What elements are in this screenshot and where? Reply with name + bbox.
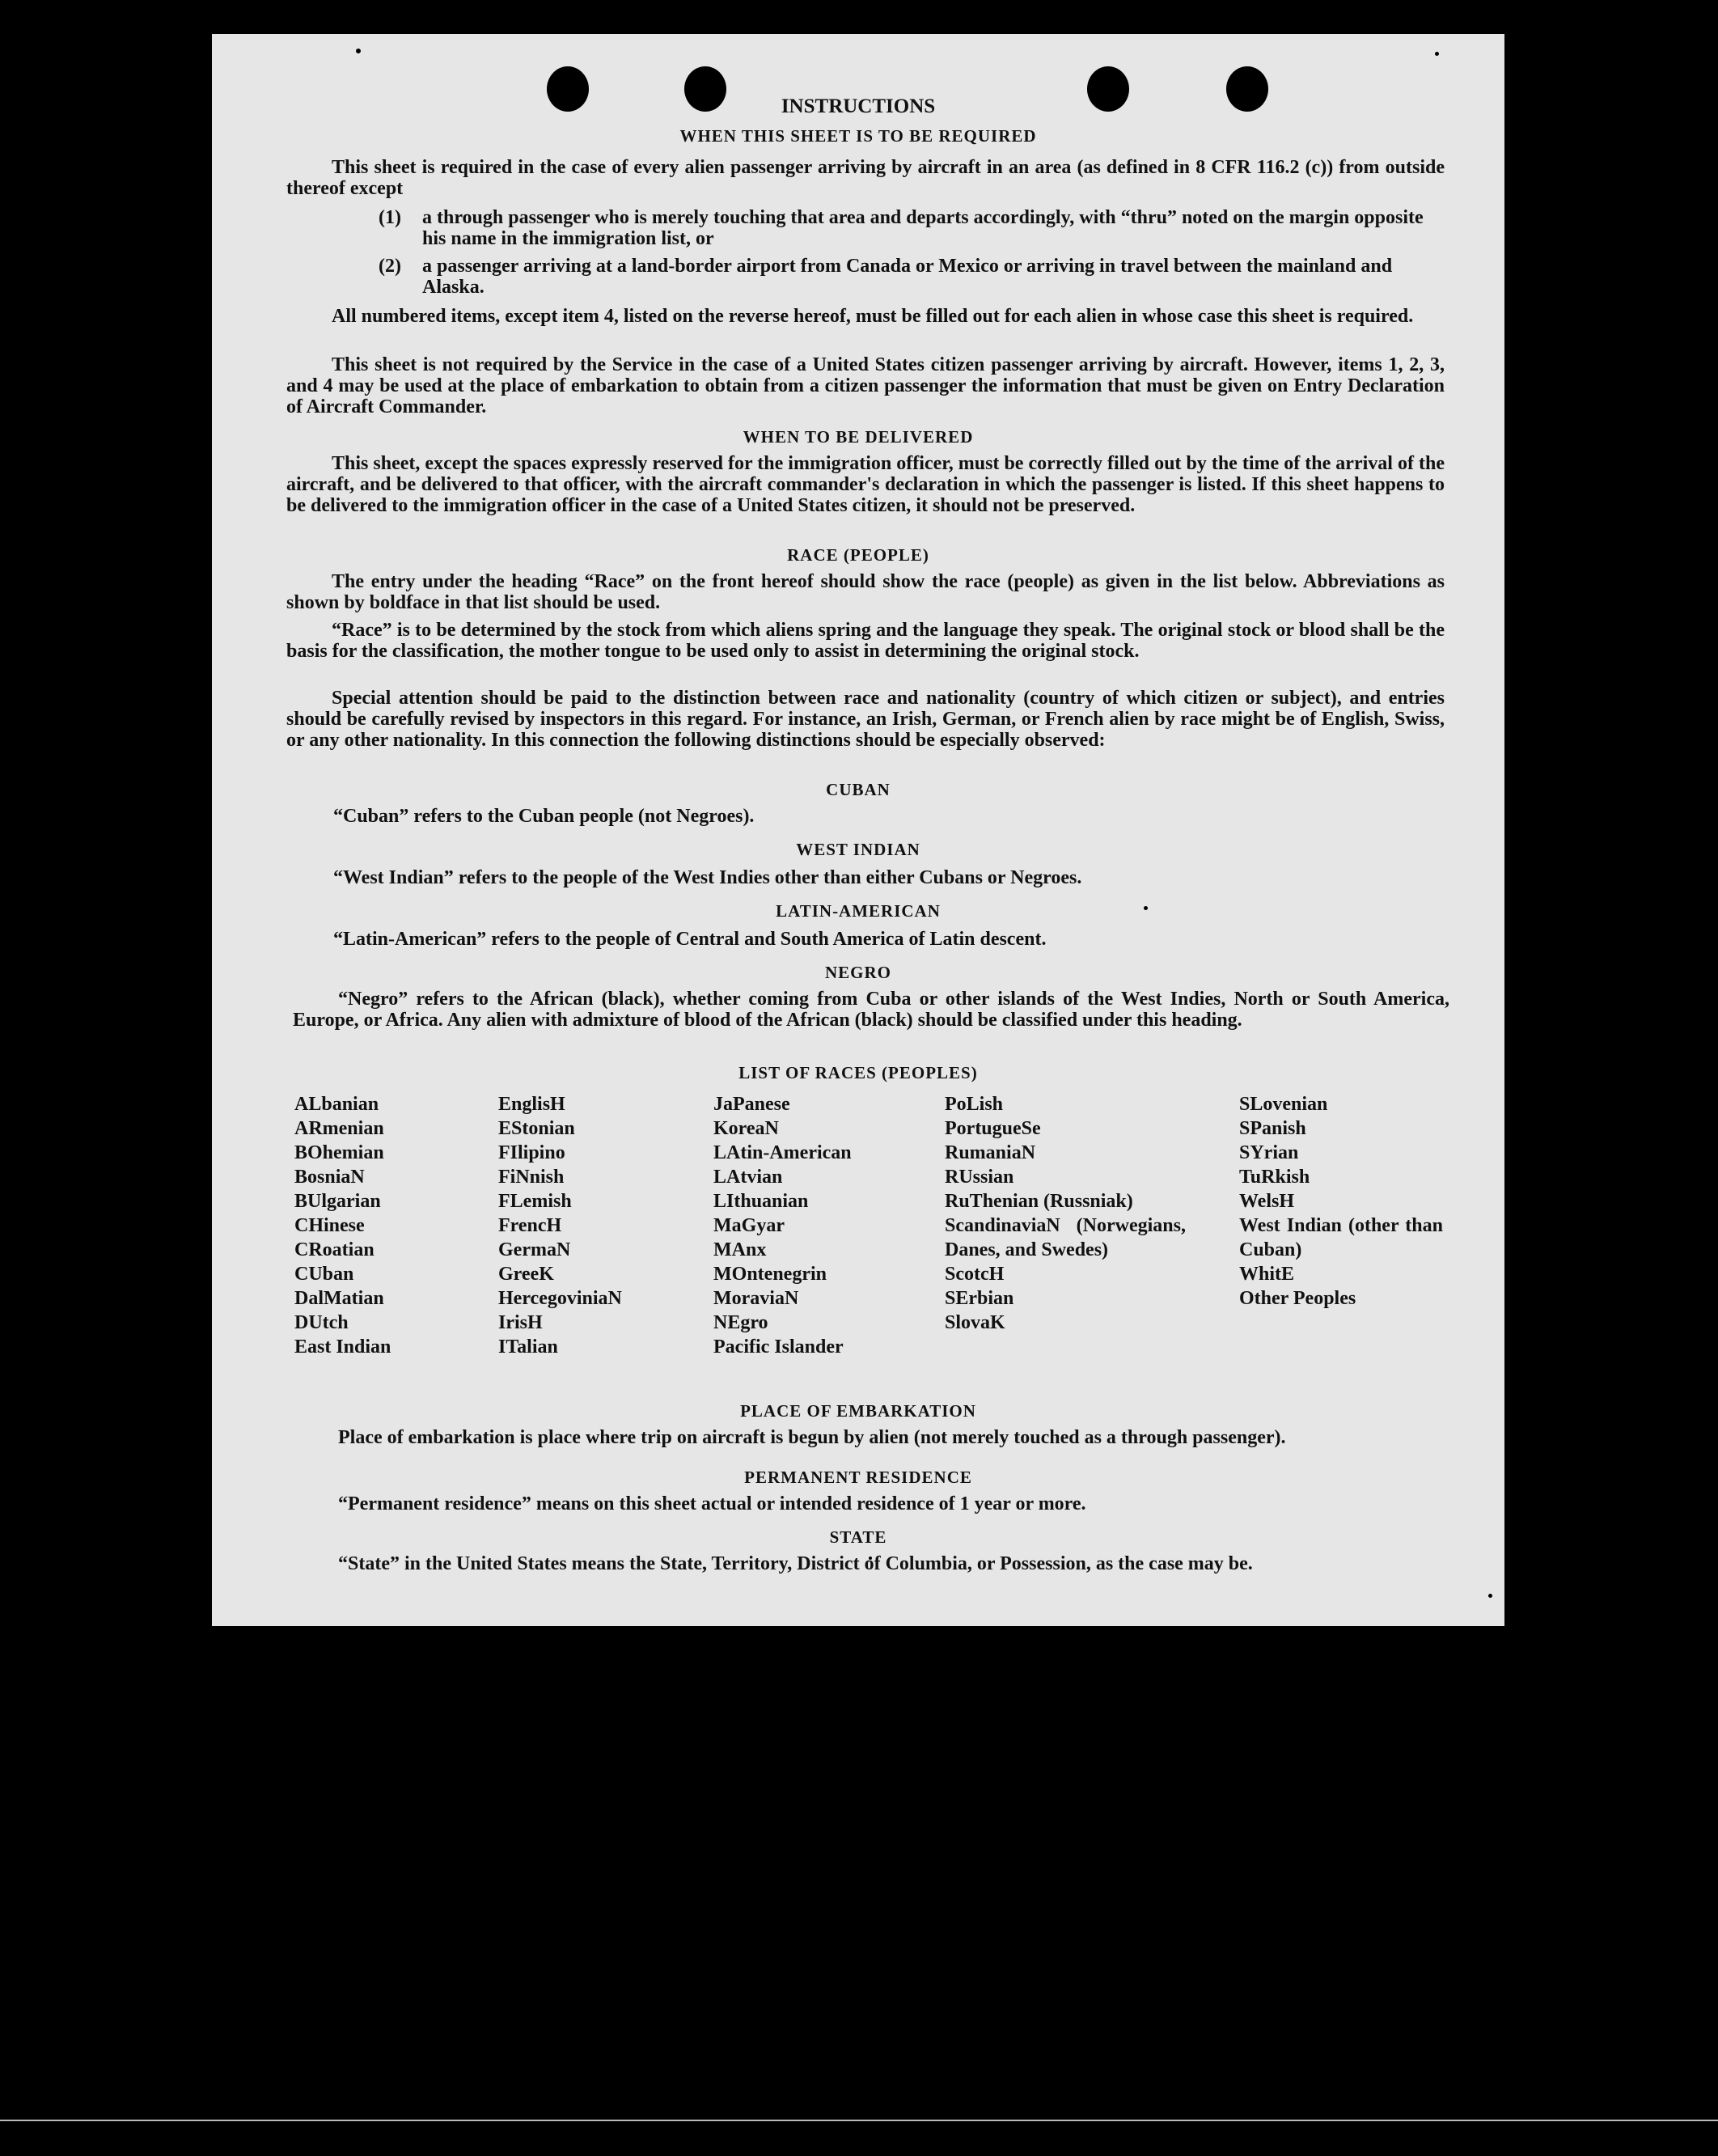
paragraph-race-nationality: Special attention should be paid to the distinction between race and nationality (country of which citizen or subject), and entries should be carefully revised by inspectors in this regard. For instance, an Irish, German, or French alien by race might be of English, Swiss, or any other nationality. In this connection the following distinctions should be especially observed: — [286, 688, 1445, 751]
paragraph-state: “State” in the United States means the State, Territory, District of Columbia, or Possession, as the case may be. — [338, 1553, 1253, 1574]
race-entry: GreeK — [498, 1264, 554, 1285]
race-entry: TuRkish — [1239, 1167, 1310, 1188]
race-entry: EStonian — [498, 1118, 575, 1139]
paragraph-race-stock: “Race” is to be determined by the stock from which aliens spring and the language they speak. The original stock or blood shall be the basis for the classification, the mother tongue to be used only to assist in determining the original stock. — [286, 620, 1445, 662]
speck — [1435, 52, 1439, 56]
race-entry: FrencH — [498, 1215, 562, 1236]
race-entry: WhitE — [1239, 1264, 1295, 1285]
races-column-3 — [713, 1092, 932, 1359]
paragraph-numbered-items: All numbered items, except item 4, listed on the reverse hereof, must be filled out for each alien in whose case this sheet is required. — [332, 306, 1414, 327]
race-entry: LAtin-American — [713, 1142, 852, 1163]
race-entry: PoLish — [945, 1094, 1004, 1115]
race-entry: PortugueSe — [945, 1118, 1041, 1139]
race-entry: East Indian — [294, 1336, 391, 1358]
race-entry: ScotcH — [945, 1264, 1005, 1285]
paragraph-permanent-residence: “Permanent residence” means on this sheet actual or intended residence of 1 year or more. — [338, 1493, 1086, 1514]
race-entry: IrisH — [498, 1312, 543, 1333]
paragraph-when-required-intro: This sheet is required in the case of every alien passenger arriving by aircraft in an area (as defined in 8 CFR 116.2 (c)) from outside thereof except — [286, 157, 1445, 199]
item-number: (2) — [379, 256, 401, 277]
race-entry: WelsH — [1239, 1191, 1295, 1212]
heading-negro: NEGRO — [824, 963, 891, 982]
race-entry: FLemish — [498, 1191, 572, 1212]
heading-when-required: WHEN THIS SHEET IS TO BE REQUIRED — [679, 126, 1037, 146]
race-entry: EnglisH — [498, 1094, 565, 1115]
race-entry: BosniaN — [294, 1167, 365, 1188]
race-entry: SlovaK — [945, 1312, 1005, 1333]
paragraph-negro: “Negro” refers to the African (black), whether coming from Cuba or other islands of the West Indies, North or South America, Europe, or Africa. Any alien with admixture of blood of the African (black) should be classified under this heading. — [293, 989, 1449, 1031]
race-entry: GermaN — [498, 1239, 571, 1260]
race-entry: SErbian — [945, 1288, 1014, 1309]
item-number: (1) — [379, 207, 401, 228]
race-entry: ALbanian — [294, 1094, 379, 1115]
race-entry: BUlgarian — [294, 1191, 381, 1212]
races-column-5 — [1239, 1092, 1443, 1311]
race-entry: NEgro — [713, 1312, 768, 1333]
race-entry: BOhemian — [294, 1142, 384, 1163]
exception-item-2 — [379, 256, 1445, 298]
race-entry: RUssian — [945, 1167, 1014, 1188]
races-column-4 — [945, 1092, 1186, 1335]
race-entry: KoreaN — [713, 1118, 779, 1139]
heading-cuban: CUBAN — [826, 780, 891, 799]
item-text: a passenger arriving at a land-border airport from Canada or Mexico or arriving in travel between the mainland and Alaska. — [422, 256, 1393, 298]
heading-when-delivered: WHEN TO BE DELIVERED — [743, 427, 974, 447]
paragraph-race-entry: The entry under the heading “Race” on the front hereof should show the race (people) as given in the list below. Abbreviations as shown by boldface in that list should be used. — [286, 571, 1445, 613]
heading-race: RACE (PEOPLE) — [787, 545, 929, 565]
paragraph-citizen-passenger: This sheet is not required by the Service in the case of a United States citizen passenger arriving by aircraft. However, items 1, 2, 3, and 4 may be used at the place of embarkation to obtain from a citizen passenger the information that must be given on Entry Declaration of Aircraft Commander. — [286, 354, 1445, 417]
race-entry: MoraviaN — [713, 1288, 799, 1309]
race-entry: CRoatian — [294, 1239, 374, 1260]
speck — [1488, 1594, 1492, 1598]
races-column-1 — [294, 1092, 489, 1359]
document-title: INSTRUCTIONS — [781, 95, 936, 117]
race-entry: FIlipino — [498, 1142, 565, 1163]
race-entry: MaGyar — [713, 1215, 785, 1236]
heading-permanent-residence: PERMANENT RESIDENCE — [744, 1468, 972, 1487]
race-entry: DUtch — [294, 1312, 349, 1333]
heading-list-of-races: LIST OF RACES (PEOPLES) — [738, 1063, 978, 1082]
race-entry: FiNnish — [498, 1167, 565, 1188]
race-entry: DalMatian — [294, 1288, 384, 1309]
scan-line — [0, 2120, 1718, 2121]
race-entry: LIthuanian — [713, 1191, 809, 1212]
race-entry: SLovenian — [1239, 1094, 1328, 1115]
paragraph-west-indian: “West Indian” refers to the people of the West Indies other than either Cubans or Negroes. — [333, 867, 1082, 888]
race-entry: MAnx — [713, 1239, 767, 1260]
speck — [356, 49, 361, 53]
race-entry: ScandinaviaN (Norwegians, Danes, and Swedes) — [945, 1215, 1186, 1260]
races-column-2 — [498, 1092, 700, 1359]
race-entry: HercegoviniaN — [498, 1288, 622, 1309]
race-entry: Pacific Islander — [713, 1336, 844, 1358]
item-text: a through passenger who is merely touching that area and departs accordingly, with “thru” noted on the margin opposite his name in the immigration list, or — [422, 207, 1424, 249]
paragraph-cuban: “Cuban” refers to the Cuban people (not Negroes). — [333, 806, 755, 827]
paragraph-embarkation: Place of embarkation is place where trip on aircraft is begun by alien (not merely touched as a through passenger). — [338, 1427, 1286, 1448]
race-entry: SPanish — [1239, 1118, 1306, 1139]
race-entry: West Indian (other than Cuban) — [1239, 1215, 1443, 1260]
race-entry: CHinese — [294, 1215, 365, 1236]
race-entry: SYrian — [1239, 1142, 1299, 1163]
race-entry: RuThenian (Russniak) — [945, 1191, 1133, 1212]
race-entry: Other Peoples — [1239, 1288, 1356, 1309]
race-entry: LAtvian — [713, 1167, 783, 1188]
heading-state: STATE — [829, 1527, 887, 1547]
instruction-sheet — [212, 34, 1504, 1626]
paragraph-when-delivered: This sheet, except the spaces expressly reserved for the immigration officer, must be correctly filled out by the time of the arrival of the aircraft, and be delivered to that officer, with the aircraft commander's declaration in which the passenger is listed. If this sheet happens to be delivered to the immigration officer in the case of a United States citizen, it should not be preserved. — [286, 453, 1445, 516]
races-table — [294, 1092, 1467, 1396]
race-entry: RumaniaN — [945, 1142, 1036, 1163]
exception-item-1 — [379, 207, 1445, 249]
heading-latin-american: LATIN-AMERICAN — [776, 901, 941, 921]
race-entry: ITalian — [498, 1336, 558, 1358]
race-entry: JaPanese — [713, 1094, 790, 1115]
race-entry: ARmenian — [294, 1118, 384, 1139]
race-entry: MOntenegrin — [713, 1264, 827, 1285]
paragraph-latin-american: “Latin-American” refers to the people of Central and South America of Latin descent. — [333, 929, 1047, 950]
race-entry: CUban — [294, 1264, 354, 1285]
heading-embarkation: PLACE OF EMBARKATION — [740, 1401, 976, 1421]
heading-west-indian: WEST INDIAN — [796, 840, 920, 859]
